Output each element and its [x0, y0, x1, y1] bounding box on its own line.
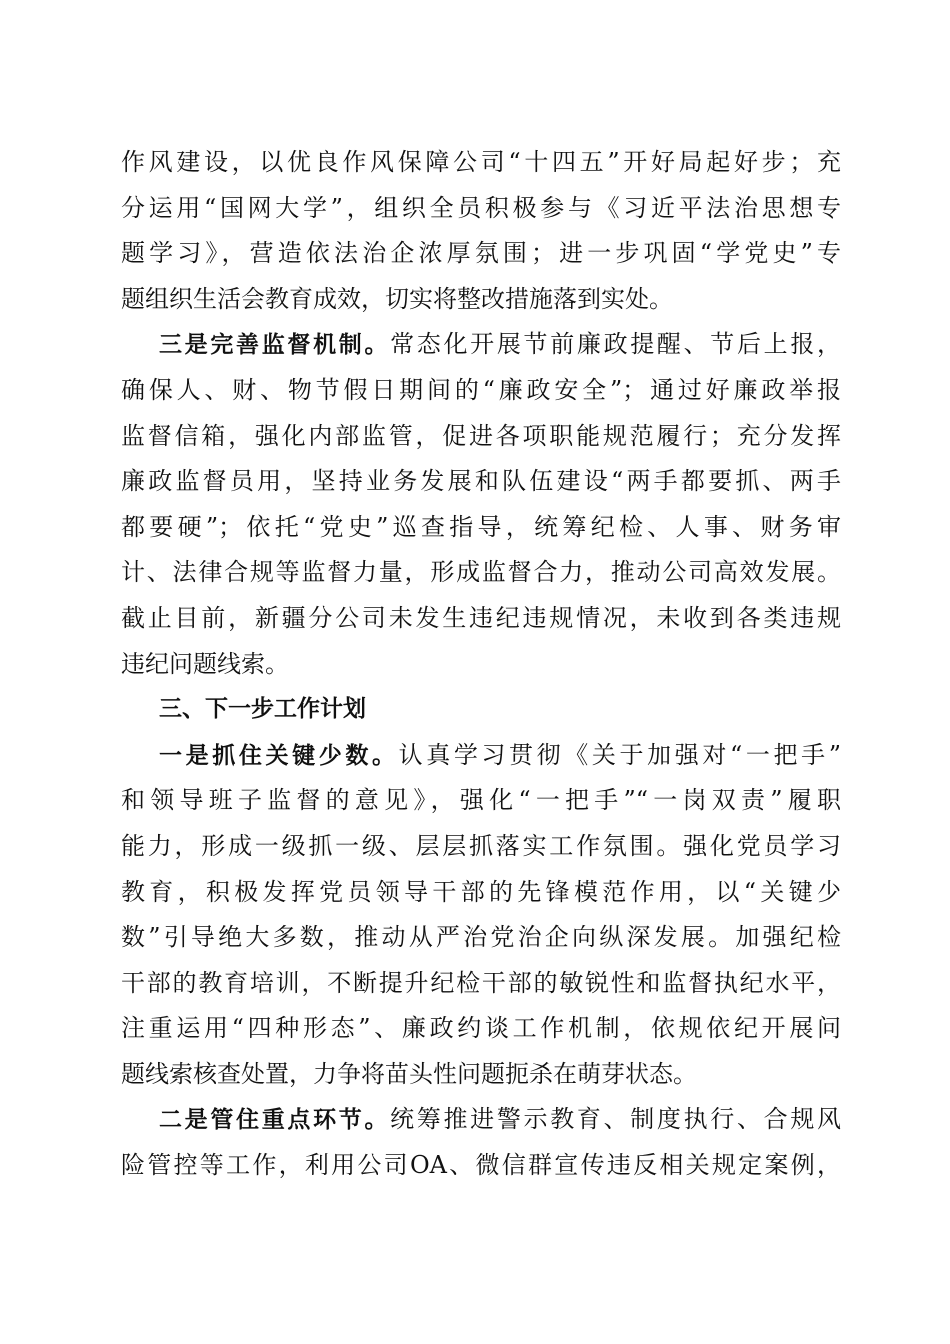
paragraph-lead: 三是完善监督机制。 — [159, 332, 391, 359]
text-line: 分运用“国网大学”，组织全员积极参与《习近平法治思想专 — [121, 193, 841, 222]
text-line: 干部的教育培训，不断提升纪检干部的敏锐性和监督执纪水平， — [121, 968, 841, 997]
paragraph-text: 认真学习贯彻《关于加强对“一把手” — [398, 740, 842, 769]
text-line: 截止目前，新疆分公司未发生违纪违规情况，未收到各类违规 — [121, 603, 841, 632]
paragraph-continued — [121, 140, 841, 322]
section-heading: 三、下一步工作计划 — [159, 696, 366, 723]
text-line: 违纪问题线索。 — [121, 649, 289, 678]
text-line: 和领导班子监督的意见》，强化“一把手”“一岗双责”履职 — [121, 786, 841, 815]
text-line: 题组织生活会教育成效，切实将整改措施落到实处。 — [121, 284, 673, 313]
text-line: 廉政监督员用，坚持业务发展和队伍建设“两手都要抓、两手 — [121, 467, 841, 496]
paragraph-supervision — [121, 322, 841, 687]
text-line: 题线索核查处置，力争将苗头性问题扼杀在萌芽状态。 — [121, 1059, 697, 1088]
text-line: 题学习》，营造依法治企浓厚氛围；进一步巩固“学党史”专 — [121, 239, 841, 268]
paragraph-lead: 一是抓住关键少数。 — [159, 742, 399, 769]
text-line: 注重运用“四种形态”、廉政约谈工作机制，依规依纪开展问 — [121, 1014, 841, 1043]
text-line: 确保人、财、物节假日期间的“廉政安全”；通过好廉政举报 — [121, 375, 841, 404]
paragraph-key-minority — [121, 733, 841, 1098]
paragraph-first-line — [121, 733, 841, 779]
text-line: 险管控等工作，利用公司OA、微信群宣传违反相关规定案例， — [121, 1151, 841, 1180]
text-line: 监督信箱，强化内部监管，促进各项职能规范履行；充分发挥 — [121, 421, 841, 450]
text-line: 作风建设，以优良作风保障公司“十四五”开好局起好步；充 — [121, 148, 841, 176]
paragraph-key-links — [121, 1097, 841, 1188]
paragraph-text: 常态化开展节前廉政提醒、节后上报， — [390, 330, 842, 359]
text-line: 教育，积极发挥党员领导干部的先锋模范作用，以“关键少 — [121, 877, 841, 906]
paragraph-first-line — [121, 322, 841, 368]
paragraph-lead: 二是管住重点环节。 — [159, 1107, 391, 1134]
paragraph-text: 统筹推进警示教育、制度执行、合规风 — [390, 1105, 842, 1134]
text-line: 计、法律合规等监督力量，形成监督合力，推动公司高效发展。 — [121, 558, 841, 587]
document-body — [121, 140, 841, 1189]
text-line: 都要硬”；依托“党史”巡查指导，统筹纪检、人事、财务审 — [121, 512, 841, 541]
text-line: 数”引导绝大多数，推动从严治党治企向纵深发展。加强纪检 — [121, 923, 841, 952]
paragraph-first-line — [121, 1097, 841, 1143]
text-line: 能力，形成一级抓一级、层层抓落实工作氛围。强化党员学习 — [121, 831, 841, 860]
